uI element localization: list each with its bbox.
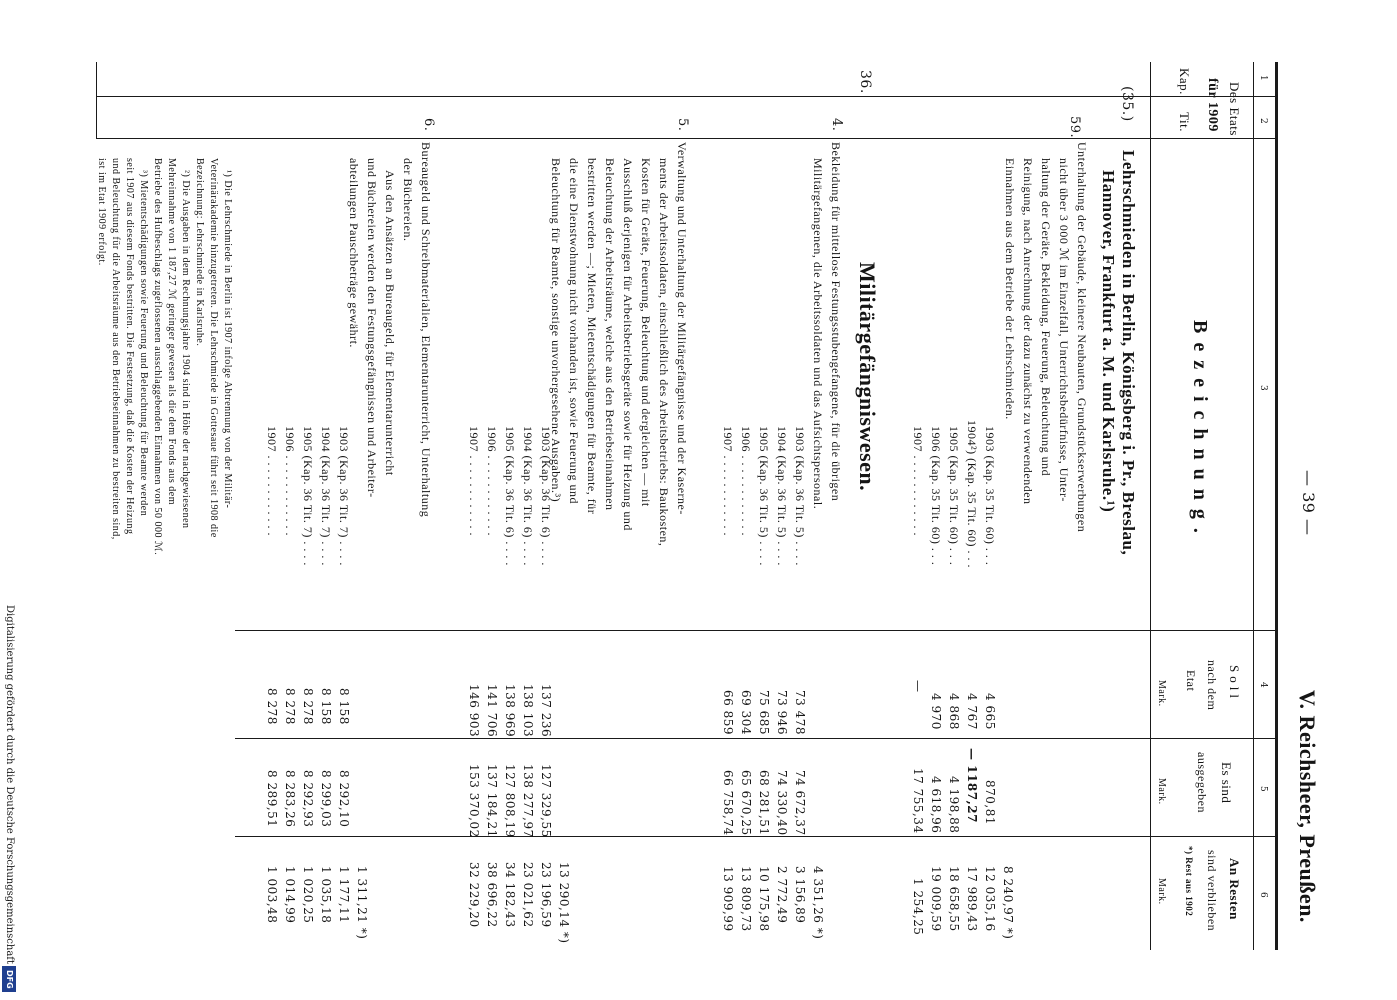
row-reste: 1 177,11 <box>337 866 351 924</box>
row-soll: 73 478 <box>793 690 807 735</box>
footnote-line: ¹) Die Lehrschmiede in Berlin ist 1907 infolge Abtrennung von der Militär- <box>222 170 233 509</box>
dfg-logo-text: DFG <box>5 969 14 989</box>
row-reste: 1 014,99 <box>283 866 297 924</box>
col6-header-rest1902: *) Rest aus 1902 <box>1184 846 1194 917</box>
row-reste: 32 229,20 <box>467 862 481 928</box>
row-reste: 4 351,26 *) <box>811 866 825 940</box>
row-soll: 69 304 <box>739 690 753 735</box>
s6-body-line5: abteilungen Pauschbeträge gewährt. <box>347 158 361 348</box>
col4-header-etat: Etat <box>1184 670 1198 692</box>
s4-body-line2: Militärgefangenen, die Arbeitssoldaten und das Aufsichtspersonal. <box>811 158 825 510</box>
tit-59-label: 59. <box>1067 116 1082 139</box>
row-reste: 17 989,43 <box>965 866 979 932</box>
footnote-line: und Beleuchtung für die Arbeitsräume aus den Betriebseinnahmen zu bestreiten sind, <box>110 158 121 540</box>
col-number-3: 3 <box>1258 385 1268 392</box>
section-title: V. Reichsheer, Preußen. <box>1295 690 1320 923</box>
kap-35-label: (35.) <box>1119 86 1135 122</box>
digitization-note: Digitalisierung gefördert durch die Deutsche Forschungsgemeinschaft <box>4 605 15 964</box>
row-label: 1907 . . . . . . . . . . . . <box>265 426 279 536</box>
col4-header-nach: nach dem <box>1205 660 1219 711</box>
row-reste: 3 156,89 <box>793 866 807 924</box>
row-label: 1904 (Kap. 36 Tit. 5) . . . . <box>775 426 789 566</box>
row-label: 1904 (Kap. 36 Tit. 6) . . . . <box>521 426 535 566</box>
column-number-rule <box>1253 62 1254 950</box>
row-ausgegeben: 74 672,37 <box>793 770 807 836</box>
row-ausgegeben: 137 184,21 <box>485 764 499 838</box>
row-label: 1906 . . . . . . . . . . . . <box>739 426 753 536</box>
row-reste: 12 035,16 <box>983 866 997 932</box>
s6-body-line3: Aus den Ansätzen an Bureaugeld, für Elementarunterricht <box>383 170 397 476</box>
col1-header-year: für 1909 <box>1205 78 1220 132</box>
row-reste: 1 254,25 <box>911 878 925 936</box>
kap-36-label: 36. <box>857 70 873 94</box>
row-soll: 4 970 <box>929 693 943 730</box>
s1-title-line2: Hannover, Frankfurt a. M. und Karlsruhe.¹) <box>1099 170 1118 513</box>
col-number-2: 2 <box>1258 118 1268 125</box>
s6-body-line1: Bureaugeld und Schreibmaterialien, Elementarunterricht, Unterhaltung <box>419 142 433 518</box>
row-soll: 137 236 <box>539 684 553 738</box>
s1-body-line3: haltung der Geräte, Bekleidung, Feuerung, Beleuchtung und <box>1039 158 1053 477</box>
row-ausgegeben: 8 283,26 <box>283 770 297 828</box>
row-reste: 2 772,49 <box>775 866 789 924</box>
row-ausgegeben: 8 292,10 <box>337 770 351 828</box>
row-ausgegeben: 153 370,02 <box>467 764 481 838</box>
row-label: 1905 (Kap. 36 Tit. 7) . . . . <box>301 426 315 566</box>
row-label: 1903 (Kap. 36 Tit. 6) . . . . <box>539 426 553 566</box>
row-label: 1907 . . . . . . . . . . . . <box>721 426 735 536</box>
row-reste: 23 196,59 <box>539 862 553 928</box>
footnote-line: ²) Die Ausgaben in dem Rechnungsjahre 1904 sind in Höhe der nachgewiesenen <box>180 170 191 529</box>
row-soll: 4 767 <box>965 693 979 730</box>
col1-header-tit: Tit. <box>1177 112 1192 132</box>
row-reste: 23 021,62 <box>521 862 535 928</box>
s5-body-line3: Kosten für Geräte, Feuerung, Beleuchtung und dergleichen — mit <box>639 158 653 507</box>
row-ausgegeben: 138 277,97 <box>521 764 535 838</box>
col4-header-soll: Soll <box>1227 665 1242 702</box>
row-ausgegeben: 17 755,34 <box>911 768 925 834</box>
row-ausgegeben: 66 758,74 <box>721 770 735 836</box>
row-ausgegeben: 8 299,03 <box>319 770 333 828</box>
row-soll: 8 278 <box>265 688 279 725</box>
s4-body-line1: Bekleidung für mittellose Festungsstubengefangene, für die übrigen <box>829 142 843 502</box>
row-label: 1903 (Kap. 36 Tit. 7) . . . . <box>337 426 351 566</box>
s6-body-line2: der Büchereien. <box>401 158 415 242</box>
col1-divider <box>96 138 1276 139</box>
left-rule-top <box>96 62 97 138</box>
row-ausgegeben: 8 289,51 <box>265 770 279 828</box>
s1-body-line5: Einnahmen aus dem Betriebe der Lehrschmieden. <box>1003 158 1017 420</box>
footnote-line: seit 1907 aus diesem Fonds bestritten. Die Festsetzung, daß die Kosten der Heizung <box>124 158 135 535</box>
col3-divider <box>235 630 1275 631</box>
row-ausgegeben: 4 618,96 <box>929 776 943 834</box>
row-reste: 18 658,55 <box>947 866 961 932</box>
row-reste: 38 696,22 <box>485 862 499 928</box>
row-soll: 4 868 <box>947 693 961 730</box>
row-ausgegeben: 127 329,55 <box>539 764 553 838</box>
row-soll: 138 969 <box>503 684 517 738</box>
row-reste: 1 020,25 <box>301 866 315 924</box>
row-ausgegeben: 74 330,40 <box>775 770 789 836</box>
col5-divider <box>235 836 1275 837</box>
col3-header: Bezeichnung. <box>1189 320 1211 542</box>
header-rule <box>1150 62 1151 950</box>
col-number-4: 4 <box>1258 682 1268 689</box>
col5-unit: Mark. <box>1156 778 1167 805</box>
s1-body-line1: Unterhaltung der Gebäude, kleinere Neubauten, Grundstückserwerbungen <box>1075 142 1089 533</box>
dfg-logo <box>2 966 16 992</box>
row-soll: 8 278 <box>301 688 315 725</box>
row-reste: 8 240,97 *) <box>1001 866 1015 940</box>
row-label: 1903 (Kap. 36 Tit. 5) . . . . <box>793 426 807 566</box>
row-soll: 138 103 <box>521 684 535 738</box>
row-soll: 4 665 <box>983 693 997 730</box>
footnote-line: ist im Etat 1909 erfolgt. <box>96 158 107 266</box>
row-label: 1905 (Kap. 36 Tit. 6) . . . . <box>503 426 517 566</box>
tit-5-label: 5. <box>675 118 690 132</box>
tit-4-label: 4. <box>829 118 844 132</box>
row-ausgegeben: 4 198,88 <box>947 776 961 834</box>
s6-body-line4: und Büchereien werden den Festungsgefängnissen und Arbeiter- <box>365 158 379 498</box>
s1-body-line4: Reinigung, nach Anrechnung der dazu zunächst zu verwendenden <box>1021 158 1035 505</box>
s5-body-line4: Ausschluß derjenigen für Arbeitsbetriebsgeräte sowie für Heizung und <box>621 158 635 531</box>
col6-header-verblieben: sind verblieben <box>1205 850 1219 932</box>
page-number: — 39 — <box>1299 470 1318 536</box>
row-label: 1904 (Kap. 36 Tit. 7) . . . . <box>319 426 333 566</box>
col4-divider <box>235 738 1275 739</box>
col1-header-etats: Des Etats <box>1227 82 1242 136</box>
row-reste: 19 009,59 <box>929 866 943 932</box>
row-soll: 8 278 <box>283 688 297 725</box>
col5-header-sind: Es sind <box>1219 762 1234 804</box>
row-ausgegeben: 8 292,93 <box>301 770 315 828</box>
row-label: 1905 (Kap. 35 Tit. 60) . . . <box>947 426 961 566</box>
row-label: 1904²) (Kap. 35 Tit. 60) . . . <box>965 420 979 568</box>
footnote-line: ³) Mietentschädigungen sowie Feuerung und Beleuchtung für Beamte werden <box>138 170 149 517</box>
top-border <box>1275 62 1278 950</box>
row-label: 1907 . . . . . . . . . . . . <box>467 426 481 536</box>
tit-6-label: 6. <box>421 118 436 132</box>
col6-header-reste: An Resten <box>1227 858 1242 920</box>
row-reste: 13 290,14 *) <box>557 862 571 944</box>
row-soll: 75 685 <box>757 690 771 735</box>
s1-body-line2: nicht über 3 000 ℳ im Einzelfall, Unterrichtsbedürfnisse, Unter- <box>1057 158 1071 502</box>
row-soll: 8 158 <box>319 688 333 725</box>
col1-header-kap: Kap. <box>1177 68 1192 95</box>
row-soll: 73 946 <box>775 690 789 735</box>
row-reste: 10 175,98 <box>757 866 771 932</box>
row-soll: — <box>911 680 925 693</box>
col-number-5: 5 <box>1258 786 1268 793</box>
row-reste: 13 809,73 <box>739 866 753 932</box>
row-label: 1905 (Kap. 36 Tit. 5) . . . . <box>757 426 771 566</box>
footnote-line: Veterinärakademie hinzugetreten. Die Lehrschmiede in Gottesaue führt seit 1908 die <box>208 158 219 538</box>
row-ausgegeben: 870,81 <box>983 780 997 825</box>
row-reste: 1 311,21 *) <box>355 866 369 940</box>
s5-body-line6: bestritten werden —; Mieten, Mietentschädigungen für Beamte, für <box>585 158 599 515</box>
row-label: 1907 . . . . . . . . . . . . <box>911 426 925 536</box>
col5-header-ausgegeben: ausgegeben <box>1195 752 1209 813</box>
footnote-line: Bezeichnung: Lehrschmiede in Karlsruhe. <box>194 158 205 347</box>
row-reste: 13 909,99 <box>721 866 735 932</box>
row-label: 1906 . . . . . . . . . . . . <box>283 426 297 536</box>
s5-body-line7: die eine Dienstwohnung nicht vorhanden ist, sowie Feuerung und <box>567 158 581 504</box>
row-ausgegeben: — 1187,27 <box>965 748 979 823</box>
row-ausgegeben: 127 808,19 <box>503 764 517 838</box>
s5-body-line1: Verwaltung und Unterhaltung der Militärgefängnisse und der Kaserne- <box>675 142 689 515</box>
s1-title-line1: Lehrschmieden in Berlin, Königsberg i. Pr., Breslau, <box>1119 150 1138 556</box>
row-soll: 141 706 <box>485 684 499 738</box>
row-reste: 34 182,43 <box>503 862 517 928</box>
row-soll: 66 859 <box>721 690 735 735</box>
row-ausgegeben: 68 281,51 <box>757 770 771 836</box>
row-label: 1906 (Kap. 35 Tit. 60) . . . <box>929 426 943 566</box>
footnote-line: Betriebe des Hufbeschlags zugeflossenen ausschlaggebenden Einnahmen von 50 000 ℳ. <box>152 158 163 556</box>
row-reste: 1 003,48 <box>265 866 279 924</box>
row-label: 1903 (Kap. 35 Tit. 60) . . . <box>983 426 997 566</box>
row-label: 1906 . . . . . . . . . . . . <box>485 426 499 536</box>
footnote-line: Mehreinnahme von 1 187,27 ℳ geringer gewesen als die dem Fonds aus dem <box>166 158 177 506</box>
s5-body-line8: Beleuchtung für Beamte, sonstige unvorhergesehene Ausgaben.³) <box>549 158 563 503</box>
military-prison-title: Militärgefängniswesen. <box>855 262 880 492</box>
s5-body-line2: ments der Arbeitssoldaten, einschließlich des Arbeitsbetriebs: Baukosten, <box>657 158 671 547</box>
s5-body-line5: Beleuchtung der Arbeitsräume, welche aus den Betriebseinnahmen <box>603 158 617 511</box>
col-number-6: 6 <box>1258 892 1268 899</box>
row-ausgegeben: 65 670,25 <box>739 770 753 836</box>
col4-unit: Mark. <box>1156 680 1167 707</box>
row-soll: 146 903 <box>467 684 481 738</box>
col6-unit: Mark. <box>1156 878 1167 905</box>
header-bottom-rule <box>96 96 1276 97</box>
row-reste: 1 035,18 <box>319 866 333 924</box>
row-soll: 8 158 <box>337 688 351 725</box>
col-number-1: 1 <box>1258 75 1268 82</box>
